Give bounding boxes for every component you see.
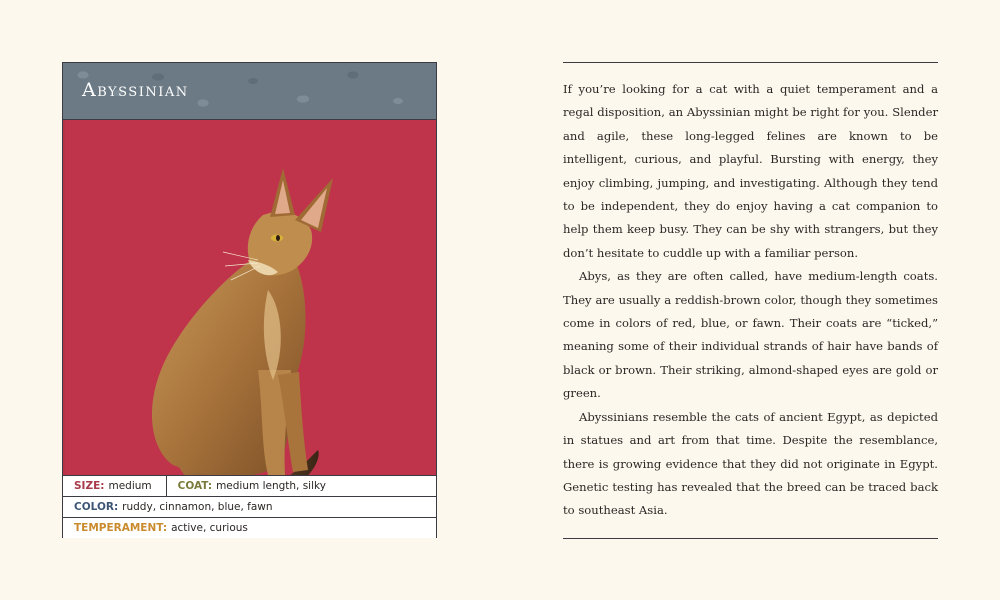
temperament-label: TEMPERAMENT: (74, 522, 168, 534)
fact-row-size-coat (63, 475, 436, 496)
color-value: ruddy, cinnamon, blue, fawn (122, 501, 273, 513)
bottom-rule (563, 538, 938, 539)
paragraph-1: If you’re looking for a cat with a quiet temperament and a regal disposition, an Abyssinian might be right for you. Slender and agile, these long-legged felines are known to be intelligent, curious, and playful. Bursting with energy, they enjoy climbing, jumping, and investigating. Although they tend to be independent, they do enjoy having a cat companion to help them keep busy. They can be shy with strangers, but they don’t hesitate to cuddle up with a familiar person. (563, 82, 938, 260)
card-header (63, 63, 436, 120)
fact-row-temperament (63, 517, 436, 538)
fact-size (74, 476, 152, 496)
paragraph-2: Abys, as they are often called, have medium-length coats. They are usually a reddish-brown color, though they sometimes come in colors of red, blue, or fawn. Their coats are “ticked,” meaning some of their individual strands of hair have bands of black or brown. Their striking, almond-shaped eyes are gold or green. (563, 269, 938, 401)
breed-facts (63, 475, 436, 538)
fact-row-color (63, 496, 436, 517)
article-text (563, 78, 938, 523)
breed-card (62, 62, 437, 538)
coat-value: medium length, silky (216, 480, 326, 492)
size-value: medium (108, 480, 152, 492)
breed-title: Abyssinian (82, 79, 189, 101)
coat-label: COAT: (177, 480, 213, 492)
temperament-value: active, curious (171, 522, 248, 534)
size-label: SIZE: (74, 480, 105, 492)
color-label: COLOR: (74, 501, 119, 513)
top-rule (563, 62, 938, 63)
paragraph-3: Abyssinians resemble the cats of ancient Egypt, as depicted in statues and art from that time. Despite the resemblance, there is growing evidence that they did not originate in Egypt. Genetic testing has revealed that the breed can be traced back to southeast Asia. (563, 409, 938, 518)
fact-coat (166, 476, 326, 496)
